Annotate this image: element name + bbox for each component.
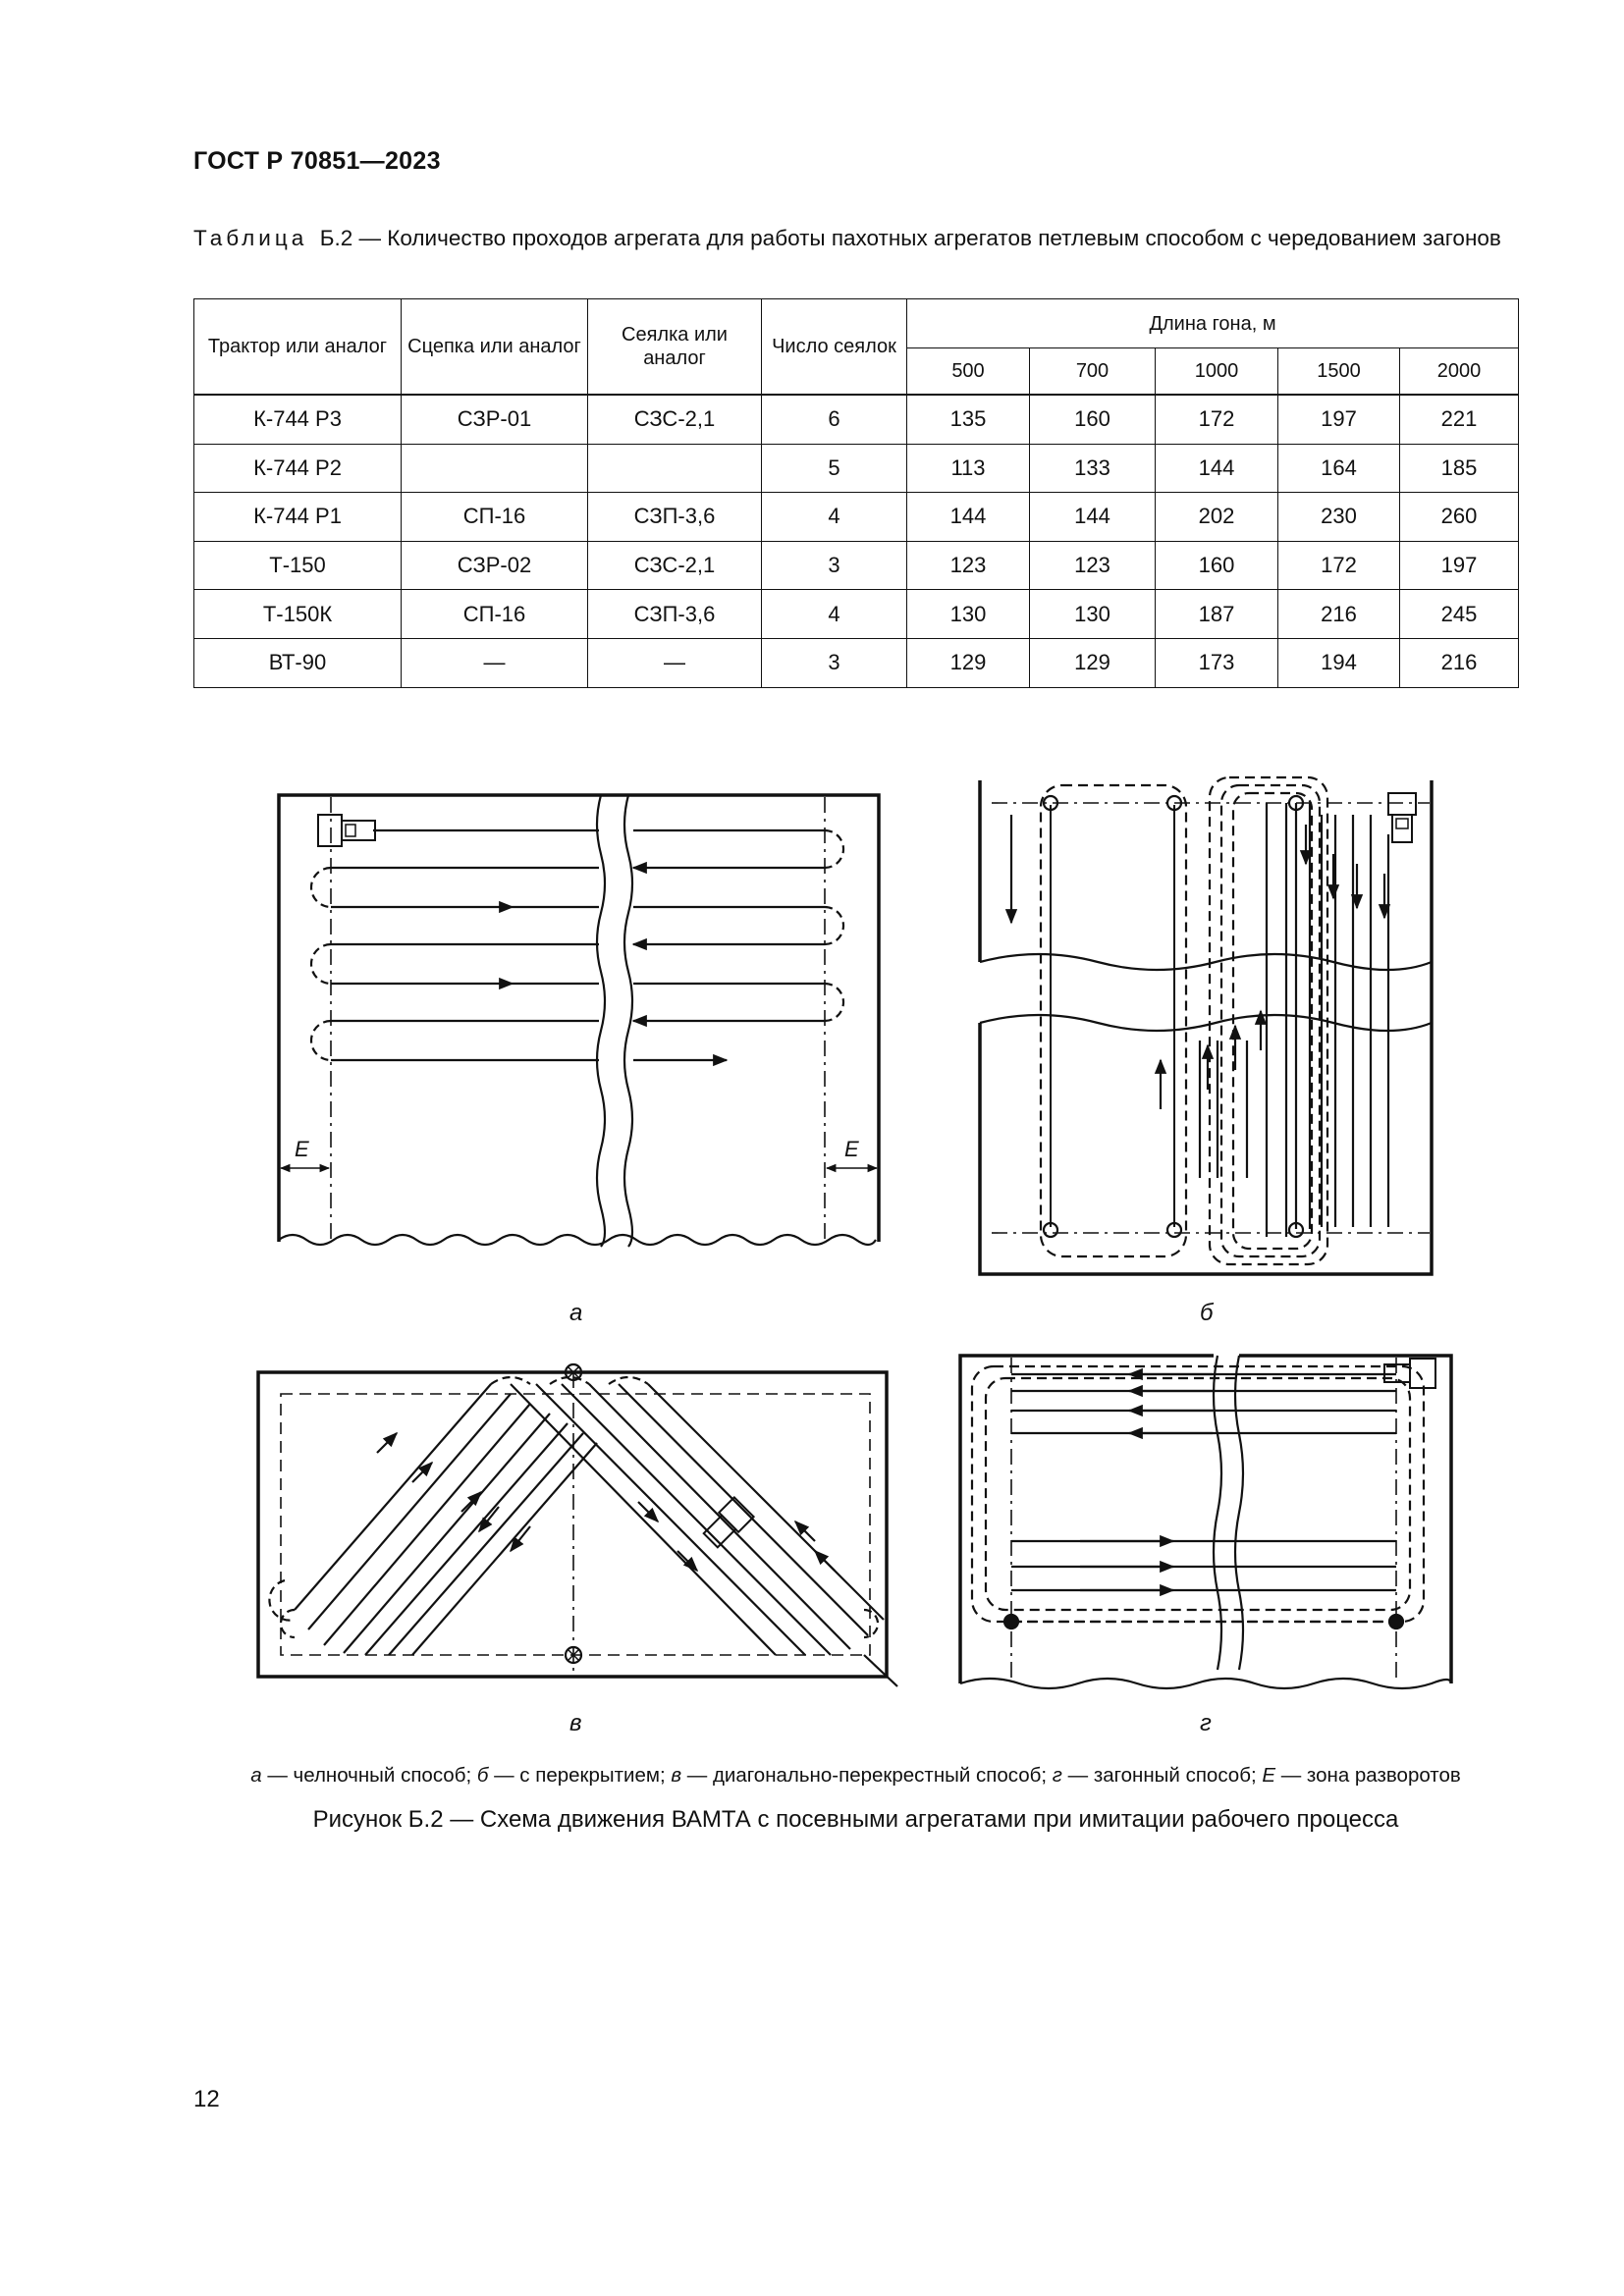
figure-legend [193,1764,1518,1788]
legend-key-a: а [250,1764,262,1787]
cell-value: 133 [1030,444,1156,493]
cell-value: 172 [1278,541,1400,590]
table-caption-text: — Количество проходов агрегата для работы пахотных агрегатов петлевым способом с чередованием загонов [352,226,1501,250]
header-seeder-count: Число сеялок [762,299,907,396]
cell-value: 245 [1400,590,1519,639]
cell-value: 144 [907,493,1030,542]
cell-seeder: СЗС-2,1 [588,395,762,444]
cell-value: 160 [1156,541,1278,590]
cell-count: 3 [762,638,907,687]
legend-text-g: — загонный способ; [1061,1764,1263,1787]
table-caption-number: Б.2 [319,226,353,250]
cell-value: 187 [1156,590,1278,639]
zone-label-left: Е [295,1137,309,1161]
cell-count: 3 [762,541,907,590]
cell-value: 185 [1400,444,1519,493]
cell-value: 202 [1156,493,1278,542]
cell-count: 4 [762,590,907,639]
document-code: ГОСТ Р 70851—2023 [193,147,441,175]
figure-label-g: г [1200,1710,1212,1736]
legend-key-g: г [1052,1764,1062,1787]
cell-value: 144 [1030,493,1156,542]
cell-tractor: К-744 Р2 [194,444,402,493]
header-length-1000: 1000 [1156,348,1278,396]
header-length-500: 500 [907,348,1030,396]
cell-value: 130 [907,590,1030,639]
cell-seeder: СЗС-2,1 [588,541,762,590]
cell-value: 123 [1030,541,1156,590]
legend-key-e: Е [1262,1764,1276,1787]
cell-value: 160 [1030,395,1156,444]
header-length-1500: 1500 [1278,348,1400,396]
figure-label-a: а [569,1300,583,1326]
header-seeder: Сеялка или аналог [588,299,762,396]
cell-tractor: Т-150 [194,541,402,590]
header-hitch: Сцепка или аналог [402,299,588,396]
cell-tractor: ВТ-90 [194,638,402,687]
cell-value: 129 [1030,638,1156,687]
cell-value: 130 [1030,590,1156,639]
zone-label-right: Е [844,1137,859,1161]
cell-value: 135 [907,395,1030,444]
diagram-g-pen [960,1356,1451,1688]
cell-value: 216 [1400,638,1519,687]
legend-text-e: — зона разворотов [1275,1764,1461,1787]
cell-tractor: Т-150К [194,590,402,639]
figure-label-b: б [1200,1300,1214,1326]
cell-value: 172 [1156,395,1278,444]
cell-count: 6 [762,395,907,444]
legend-key-b: б [476,1764,489,1787]
cell-hitch: — [402,638,588,687]
legend-text-a: — челночный способ; [261,1764,477,1787]
cell-value: 260 [1400,493,1519,542]
cell-value: 230 [1278,493,1400,542]
cell-count: 5 [762,444,907,493]
cell-hitch: СЗР-02 [402,541,588,590]
cell-seeder: — [588,638,762,687]
cell-value: 164 [1278,444,1400,493]
legend-text-b: — с перекрытием; [488,1764,672,1787]
cell-tractor: К-744 Р1 [194,493,402,542]
cell-value: 123 [907,541,1030,590]
header-tractor: Трактор или аналог [194,299,402,396]
cell-value: 197 [1278,395,1400,444]
diagram-a-shuttle [279,795,879,1247]
page-number: 12 [193,2086,220,2112]
header-length-2000: 2000 [1400,348,1519,396]
cell-hitch: СП-16 [402,493,588,542]
cell-value: 129 [907,638,1030,687]
cell-value: 113 [907,444,1030,493]
cell-count: 4 [762,493,907,542]
diagram-v-diagonal-cross [258,1364,897,1686]
figure-caption: Рисунок Б.2 — Схема движения ВАМТА с посевными агрегатами при имитации рабочего процесса [312,1806,1399,1833]
cell-hitch: СП-16 [402,590,588,639]
cell-value: 221 [1400,395,1519,444]
diagram-b-overlap [980,777,1432,1274]
legend-text-v: — диагонально-перекрестный способ; [681,1764,1053,1787]
cell-value: 194 [1278,638,1400,687]
cell-seeder: СЗП-3,6 [588,590,762,639]
cell-value: 197 [1400,541,1519,590]
header-length-700: 700 [1030,348,1156,396]
cell-tractor: К-744 Р3 [194,395,402,444]
table-caption-prefix: Таблица [193,226,308,250]
header-run-length: Длина гона, м [907,299,1519,348]
cell-seeder: СЗП-3,6 [588,493,762,542]
legend-key-v: в [671,1764,682,1787]
cell-value: 216 [1278,590,1400,639]
figure-label-v: в [569,1710,582,1736]
cell-hitch: СЗР-01 [402,395,588,444]
cell-value: 173 [1156,638,1278,687]
cell-value: 144 [1156,444,1278,493]
